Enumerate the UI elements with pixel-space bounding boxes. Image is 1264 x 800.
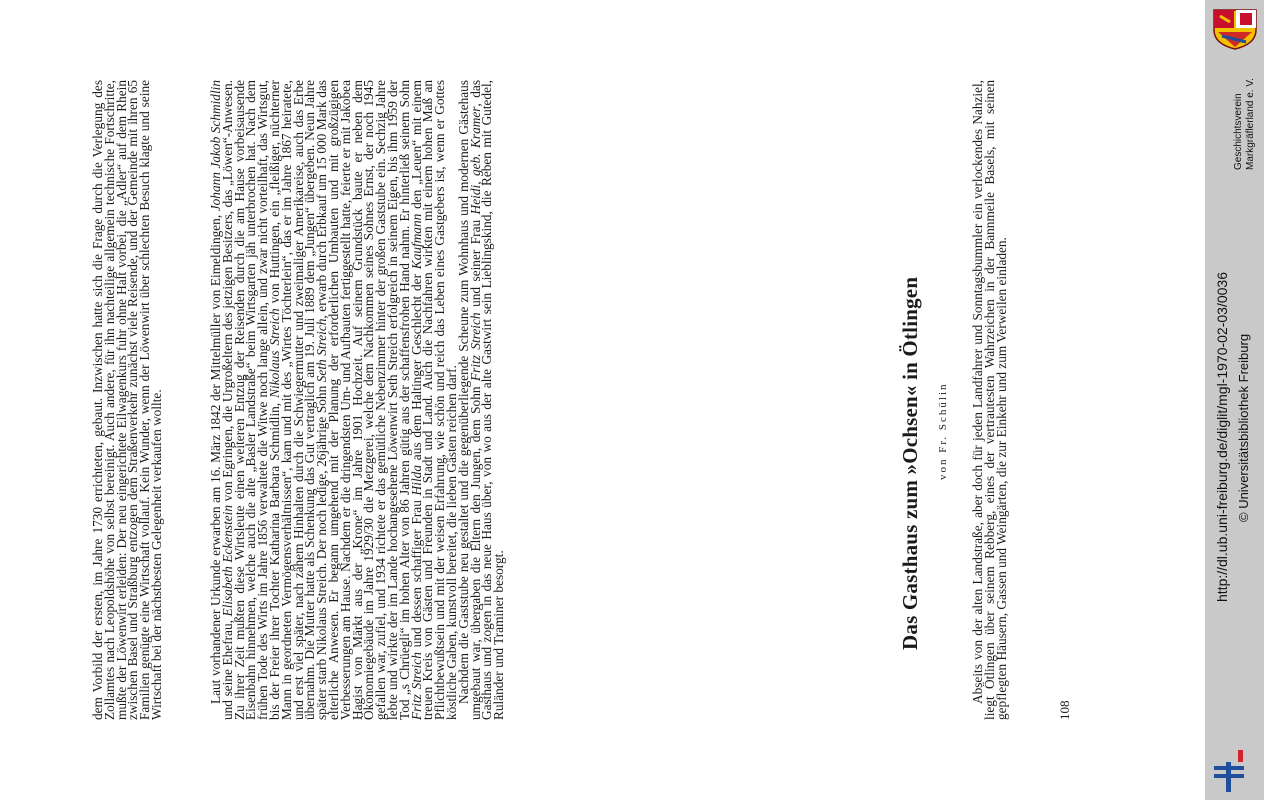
p3-name-italic: Fritz Streich — [467, 312, 483, 381]
page-number: 108 — [1057, 700, 1072, 720]
p2-name-italic: Johann Jakob Schmidlin — [208, 80, 223, 212]
society-name-line-2: Markgräflerland e. V. — [1245, 78, 1256, 170]
paragraph-2 — [210, 80, 458, 720]
paragraph-3 — [455, 80, 507, 720]
paragraph-4: Abseits von der alten Landstraße, aber doch für jeden Landfahrer und Sonntagsbummler ein verlockendes Nahziel, liegt Ötlingen über seinem Rebberg, eines der vertrautesten Wahrzeichen in der Bannmeile Basels, mit seinen gepflegten Häusern, Gassen und Weingärten, die zur Einkehr und zum Verweilen einladen. — [970, 80, 1009, 720]
paragraph-2-block — [210, 80, 505, 720]
society-name-line-1: Geschichtsverein — [1233, 93, 1244, 170]
p2-name-italic: Seth Streich — [314, 318, 330, 383]
article-heading: Das Gasthaus zum »Ochsen« in Ötlingen — [898, 276, 922, 650]
p2-name-italic: Nikolaus Streich — [266, 308, 282, 398]
p3-text: und seiner Frau — [467, 214, 483, 313]
p2-name-italic: Hilda — [408, 465, 424, 496]
rotated-text-frame — [92, 80, 1092, 720]
p2-text: Laut vorhandener Urkunde erwarben am 16. März 1842 der Mittelmüller von Eimeldingen, — [208, 211, 223, 704]
p2-text: , erwarb durch Erbkauf um 15 000 Mark das elterliche Anwesen. Er begann umgehend mit der Planung der erforderlichen Umbauten und mit großzügigen Verbesserungen am Hause. Nachdem er die dringendsten Um- und Aufbauten fertiggestellt hatte, feierte er mit Jakobea Hagist von Märkt aus der „Krone“ im Jahre 1901 Hochzeit. Auf seinem Grundstück baute er neben dem Ökonomiegebäude im Jahre 1929/30 die Metzgerei, welche dem Nachkommen seines Sohnes Ernst, der noch 1945 gefallen war, zufiel, und 1934 richtete er das gemütliche Nebenzimmer hinter der großen Gaststube ein. Sechzig Jahre lebte und wirkte der im Lande hochangesehene Löwenwirt Seth Streich erfolgreich in seinem Eigen, bis ihm 1959 der Tod „s Chrüegli“ im hohen Alter von 86 Jahren gütig aus der schaffensfrohen Hand nahm. Er hinterließ seinem Sohn — [314, 80, 412, 720]
p3-text: , das Gasthaus und zogen in das neue Haus über, von wo aus der alte Gastwirt sein Lieblingskind, die Reben mit Gutedel, Ruländer und Traminer besorgt. — [467, 80, 507, 720]
p2-name-italic: Kaufmann — [408, 213, 424, 270]
p2-text: von Egringen, die Urgroßeltern des jetzigen Besitzers, das „Löwen“-Anwesen. Zu ihrer Zeit mußten diese Wirtsleute einen weiteren Entzug der Reisenden durch die am Hause vorbeisausende Eisenbahn hinnehmen, welche auch die alte „Basler Landstraße“ beim Wirtsgarten jäh unterbrochen hat. Nach dem frühen Tode des Wirts im Jahre 1856 verwaltete die Witwe noch lange allein, und zwar nicht vorteilhaft, das Wirtsgut, bis der Freier ihrer Tochter Katharina Barbara Schmidlin, — [219, 80, 282, 720]
source-url-link[interactable]: http://dl.ub.uni-freiburg.de/diglit/mgl-1970-02-03/0036 — [1214, 272, 1230, 602]
p3-text: Nachdem die Gaststube neu gestaltet und die gegenüberliegende Scheune zum Wohnhaus und modernen Gästehaus umgebaut war, übergaben die Eltern den Jungen, dem Sohn — [455, 80, 483, 720]
p2-text: aus dem Haltinger Geschlecht der — [408, 269, 424, 466]
p2-name-italic: Fritz Streich — [408, 652, 424, 720]
author-line: von Fr. Schülin — [937, 382, 949, 480]
p2-name-italic: Elisabeth Eckenstein — [219, 504, 235, 617]
ub-freiburg-logo-icon — [1214, 748, 1244, 796]
p2-text: und seine Ehefrau, — [219, 616, 235, 720]
p3-name-italic: Heidi, geb. Kramer — [467, 106, 483, 215]
coat-of-arms-icon — [1212, 8, 1258, 50]
paragraph-1: dem Vorbild der ersten, im Jahre 1730 errichteten, gebaut. Inzwischen hatte sich die Frage durch die Verlegung des Zollamtes nach Leopoldshöhe von selbst bereinigt. Auch andere, für ihn nachteilige allgemein technische Fortschritte, mußte der Löwenwirt erleiden: Der neu eingerichtete Eilwagenkurs fuhr ohne Halt vorbei, die „Adler“ auf dem Rhein zwischen Basel und Straßburg entzogen dem Straßenverkehr zunächst viele Reisende, und der Gemeinde mit ihren 65 Familien genügte eine Wirtschaft vollauf. Kein Wunder, wenn der Löwenwirt über schlechten Besuch klagte und seine Wirtschaft bei der nächstbesten Gelegenheit verkaufen wollte. — [90, 80, 164, 720]
p2-text: und dessen schaffiger Frau — [408, 495, 424, 653]
p2-text: den „Leuen“ mit einem treuen Kreis von Gästen und Freunden in Stadt und Land. Auch die Nachfahren wirkten mit einem hohen Maß an Pflichtbewußtsein und mit der weisen Erfahrung, wie schön und reich das Leben eines Gastgebers ist, wenn er Gottes köstliche Gaben, kunstvoll bereitet, die lieben Gästen reichen darf. — [408, 79, 459, 720]
copyright-notice: © Universitätsbibliothek Freiburg — [1236, 333, 1251, 522]
p2-text: von Huttingen, ein „fleißiger, nüchterner Mann in geordneten Vermögensverhältnissen“, kam und mit des „Wirtes Töchterlein“, das er im Jahre 1867 heiratete, und erst viel später, nach zähem Hinhalten durch die Schwiegermutter und zweimaliger Amerikareise, auch das Erbe übernahm. Die Mutter hatte als Schenkung das Gut vertraglich am 19. Juli 1889 dem „Jungen“ übergeben. Neun Jahre später starb Nikolaus Streich. Der noch ledige, 26jährige Sohn — [266, 80, 330, 720]
